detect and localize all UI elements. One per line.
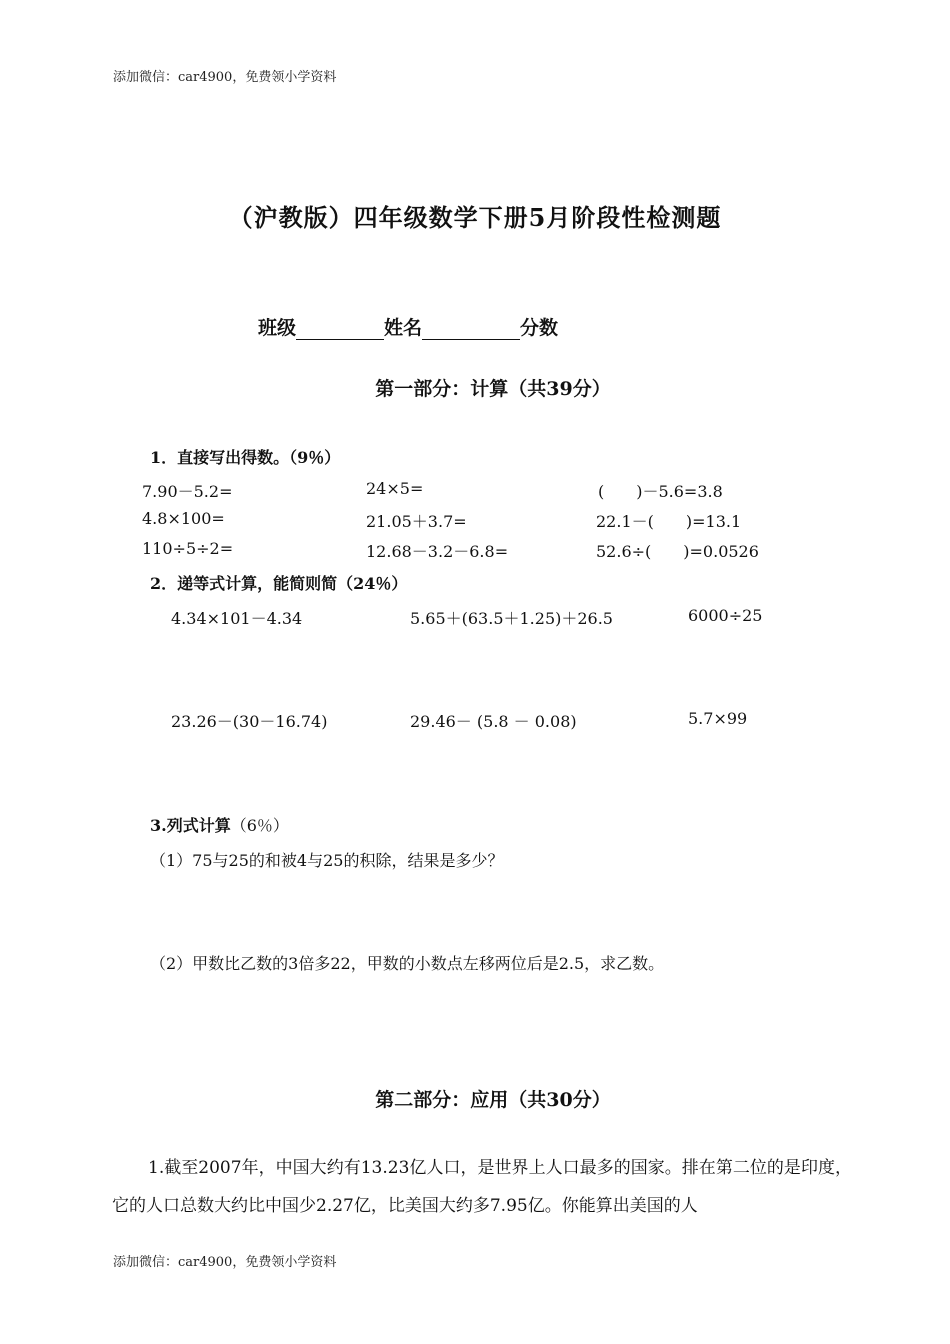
q1-r2-c1: 4.8×100= [142, 509, 225, 528]
class-label: 班级 [258, 317, 297, 339]
part2-q1-text: 1.截至2007年，中国大约有13.23亿人口，是世界上人口最多的国家。排在第二位的是印度，它的人口总数大约比中国少2.27亿，比美国大约多7.95亿。你能算出美国的人 [112, 1158, 852, 1216]
q1-r3-c1: 110÷5÷2= [142, 539, 234, 558]
q3-heading-bold: 3.列式计算 [150, 816, 231, 835]
q1-heading: 1．直接写出得数。（9％） [150, 448, 341, 467]
footer-note: 添加微信：car4900，免费领小学资料 [113, 1255, 337, 1270]
q1-r1-c1: 7.90－5.2= [142, 482, 233, 501]
q2-r2-c3: 5.7×99 [688, 709, 748, 728]
part1-heading: 第一部分：计算（共39分） [375, 378, 611, 400]
q3-item-1: （1）75与25的和被4与25的积除，结果是多少？ [150, 851, 504, 870]
q2-r1-c3: 6000÷25 [688, 606, 763, 625]
name-label: 姓名 [384, 317, 423, 339]
q1-r2-c3: 22.1－( )=13.1 [596, 512, 742, 531]
page-title: （沪教版）四年级数学下册5月阶段性检测题 [228, 203, 722, 232]
q3-heading [150, 813, 289, 836]
part2-heading: 第二部分：应用（共30分） [375, 1089, 611, 1111]
name-blank[interactable] [422, 319, 520, 340]
q2-r2-c2: 29.46－ (5.8 － 0.08) [410, 712, 577, 731]
q2-r1-c2: 5.65＋(63.5＋1.25)＋26.5 [410, 609, 613, 628]
q2-r2-c1: 23.26－(30－16.74) [171, 712, 328, 731]
header-note: 添加微信：car4900，免费领小学资料 [113, 70, 337, 85]
q3-heading-rest: （6％） [230, 816, 289, 835]
q1-r3-c2: 12.68－3.2－6.8= [366, 542, 509, 561]
q1-r1-c3: ( )－5.6=3.8 [598, 482, 723, 501]
q1-r3-c3: 52.6÷( )=0.0526 [596, 542, 759, 561]
q1-r2-c2: 21.05＋3.7= [366, 512, 467, 531]
q3-item-2: （2）甲数比乙数的3倍多22，甲数的小数点左移两位后是2.5，求乙数。 [150, 954, 665, 973]
info-line [258, 313, 558, 340]
q2-r1-c1: 4.34×101－4.34 [171, 609, 303, 628]
class-blank[interactable] [296, 319, 384, 340]
q1-r1-c2: 24×5= [366, 479, 424, 498]
score-label: 分数 [520, 317, 559, 339]
q2-heading: 2．递等式计算，能简则简（24％） [150, 574, 408, 593]
